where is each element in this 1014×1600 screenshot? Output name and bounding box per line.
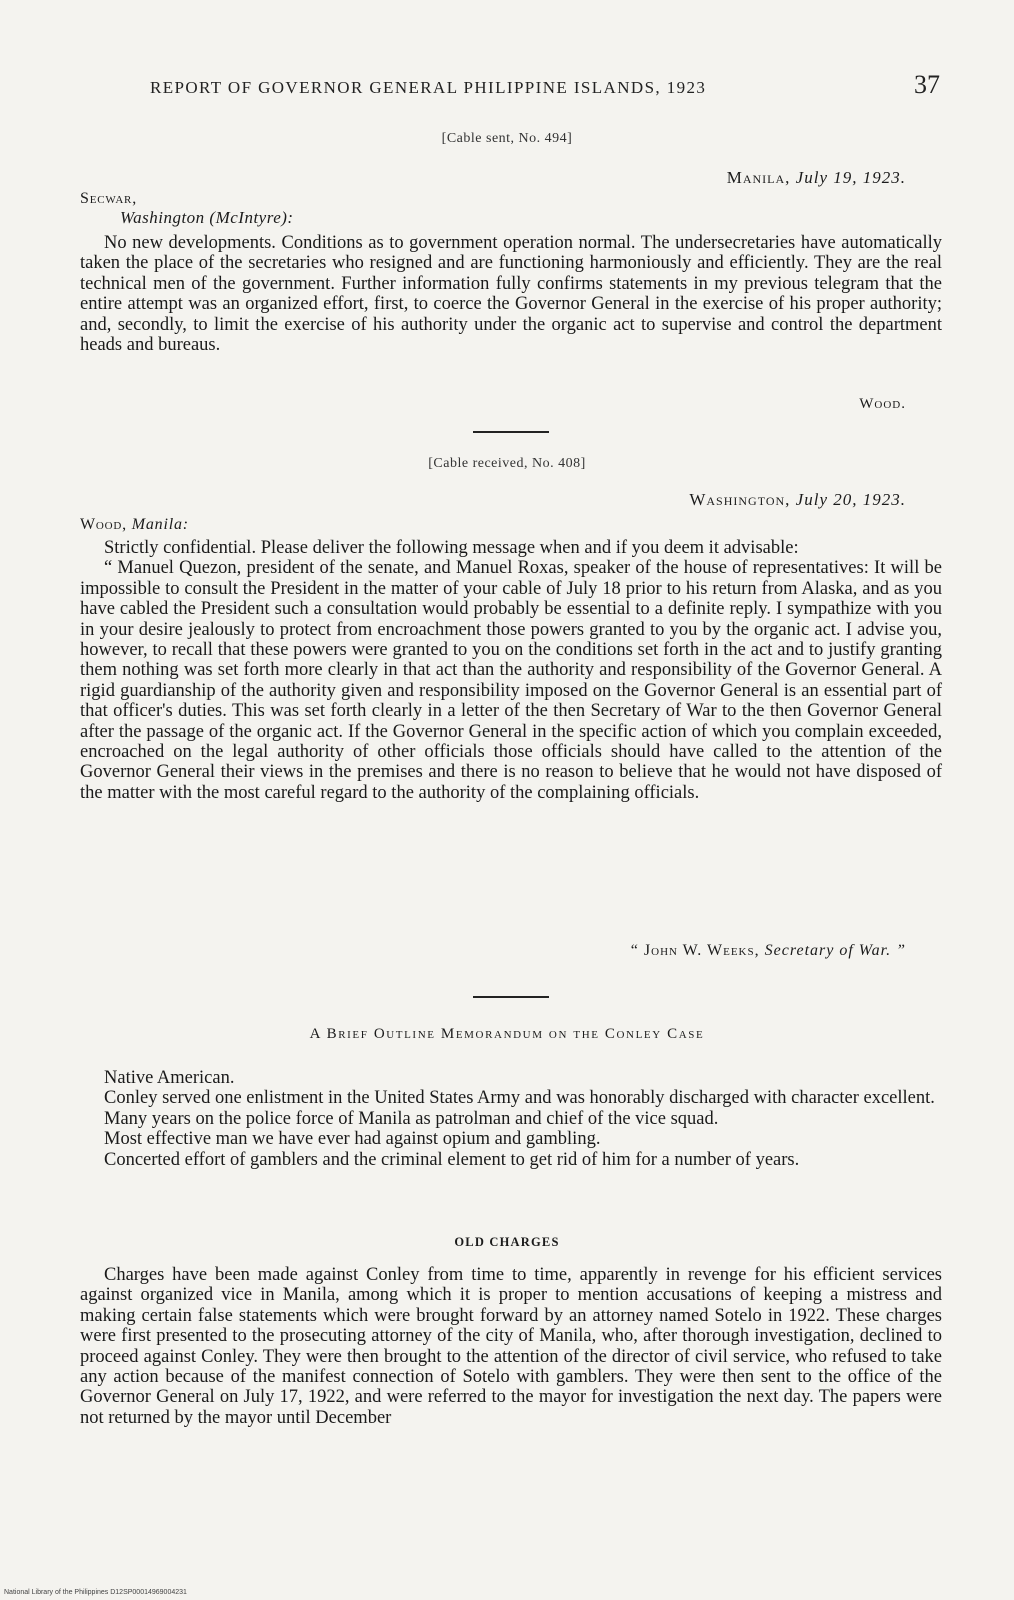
cable1-addressee-city: Washington (McIntyre): bbox=[120, 208, 294, 227]
cable2-paragraph-2: “ Manuel Quezon, president of the senate, and Manuel Roxas, speaker of the house of representatives: It will be impossible to consult the President in the matter of your cable of July 18 prior to his return from Alaska, and as you have cabled the President such a consultation would probably be essential to a definite reply. I sympathize with you in your desire jealously to protect from encroachment those powers granted to you by the organic act. I advise you, however, to recall that these powers were granted to you on the conditions set forth in the act and to justify granting them nothing was set forth more clearly in that act than the authority and responsibility of the Governor General. A rigid guardianship of the authority given and responsibility imposed on the Governor General is an essential part of that officer's duties. This was set forth clearly in a letter of the then Secretary of War to the then Governor General after the passage of the organic act. If the Governor General in the specific action of which you complain exceeded, encroached on the legal authority of other officials those officials should have called to the attention of the Governor General their views in the premises and there is no reason to believe that he would not have disposed of the matter with the most careful regard to the authority of the complaining officials. bbox=[80, 558, 942, 803]
cable2-addressee-city: Manila: bbox=[131, 516, 189, 533]
cable2-place: Washington, bbox=[689, 490, 791, 509]
cable1-body bbox=[80, 233, 942, 355]
cable2-date: July 20, 1923. bbox=[795, 490, 906, 509]
memo-item: Concerted effort of gamblers and the criminal element to get rid of him for a number of years. bbox=[104, 1149, 800, 1170]
memo-item: Most effective man we have ever had against opium and gambling. bbox=[104, 1129, 601, 1150]
memo-subheading: OLD CHARGES bbox=[454, 1235, 560, 1249]
running-header bbox=[150, 70, 940, 99]
cable2-signature-name: “ John W. Weeks, bbox=[630, 942, 760, 959]
running-title: REPORT OF GOVERNOR GENERAL PHILIPPINE ISLANDS, 1923 bbox=[150, 78, 707, 97]
cable2-paragraph-1: Strictly confidential. Please deliver the following message when and if you deem it advisable: bbox=[104, 538, 799, 558]
cable2-body bbox=[80, 538, 942, 803]
memo-charges bbox=[80, 1265, 942, 1428]
memo-item: Native American. bbox=[104, 1068, 235, 1088]
memo-items bbox=[80, 1068, 942, 1170]
cable2-dateline bbox=[689, 490, 906, 510]
cable1-paragraph: No new developments. Conditions as to government operation normal. The undersecretaries have automatically taken the place of the secretaries who resigned and are functioning harmoniously and efficiently. They are the real technical men of the government. Further information fully confirms statements in my previous telegram that the entire attempt was an organized effort, first, to coerce the Governor General in the exercise of his proper authority; and, secondly, to limit the exercise of his authority under the organic act to supervise and control the department heads and bureaus. bbox=[80, 233, 942, 356]
scan-footer: National Library of the Philippines D12SP00014969004231 bbox=[4, 1589, 187, 1596]
memo-title: A Brief Outline Memorandum on the Conley Case bbox=[309, 1026, 705, 1042]
memo-charges-paragraph: Charges have been made against Conley from time to time, apparently in revenge for his efficient services against organized vice in Manila, among which it is proper to mention accusations of keeping a mistress and making certain false statements which were brought forward by an attorney named Sotelo in 1922. These charges were first presented to the prosecuting attorney of the city of Manila, who, after thorough investigation, declined to proceed against Conley. They were then brought to the attention of the director of civil service, who refused to take any action because of the manifest connection of Sotelo with gamblers. They were then sent to the office of the Governor General on July 17, 1922, and were referred to the mayor for investigation the next day. The papers were not returned by the mayor until December bbox=[80, 1265, 942, 1428]
cable2-signature bbox=[631, 942, 906, 960]
cable1-date: July 19, 1923. bbox=[795, 168, 906, 187]
cable1-addressee: Secwar, bbox=[80, 190, 137, 207]
page-number: 37 bbox=[914, 70, 940, 99]
cable-label-sent: [Cable sent, No. 494] bbox=[441, 131, 573, 146]
cable2-addressee: Wood, bbox=[80, 516, 127, 533]
cable1-place: Manila, bbox=[726, 168, 791, 187]
cable2-signature-title: Secretary of War. ” bbox=[764, 942, 906, 959]
section-divider bbox=[473, 431, 549, 433]
memo-item: Conley served one enlistment in the United States Army and was honorably discharged with character excellent. bbox=[104, 1088, 935, 1109]
cable-label-received: [Cable received, No. 408] bbox=[428, 456, 586, 471]
cable1-dateline bbox=[727, 168, 906, 188]
cable1-signature: Wood. bbox=[859, 396, 906, 412]
memo-item: Many years on the police force of Manila as patrolman and chief of the vice squad. bbox=[104, 1108, 719, 1129]
cable2-addressee-line bbox=[80, 516, 189, 534]
section-divider bbox=[473, 996, 549, 998]
